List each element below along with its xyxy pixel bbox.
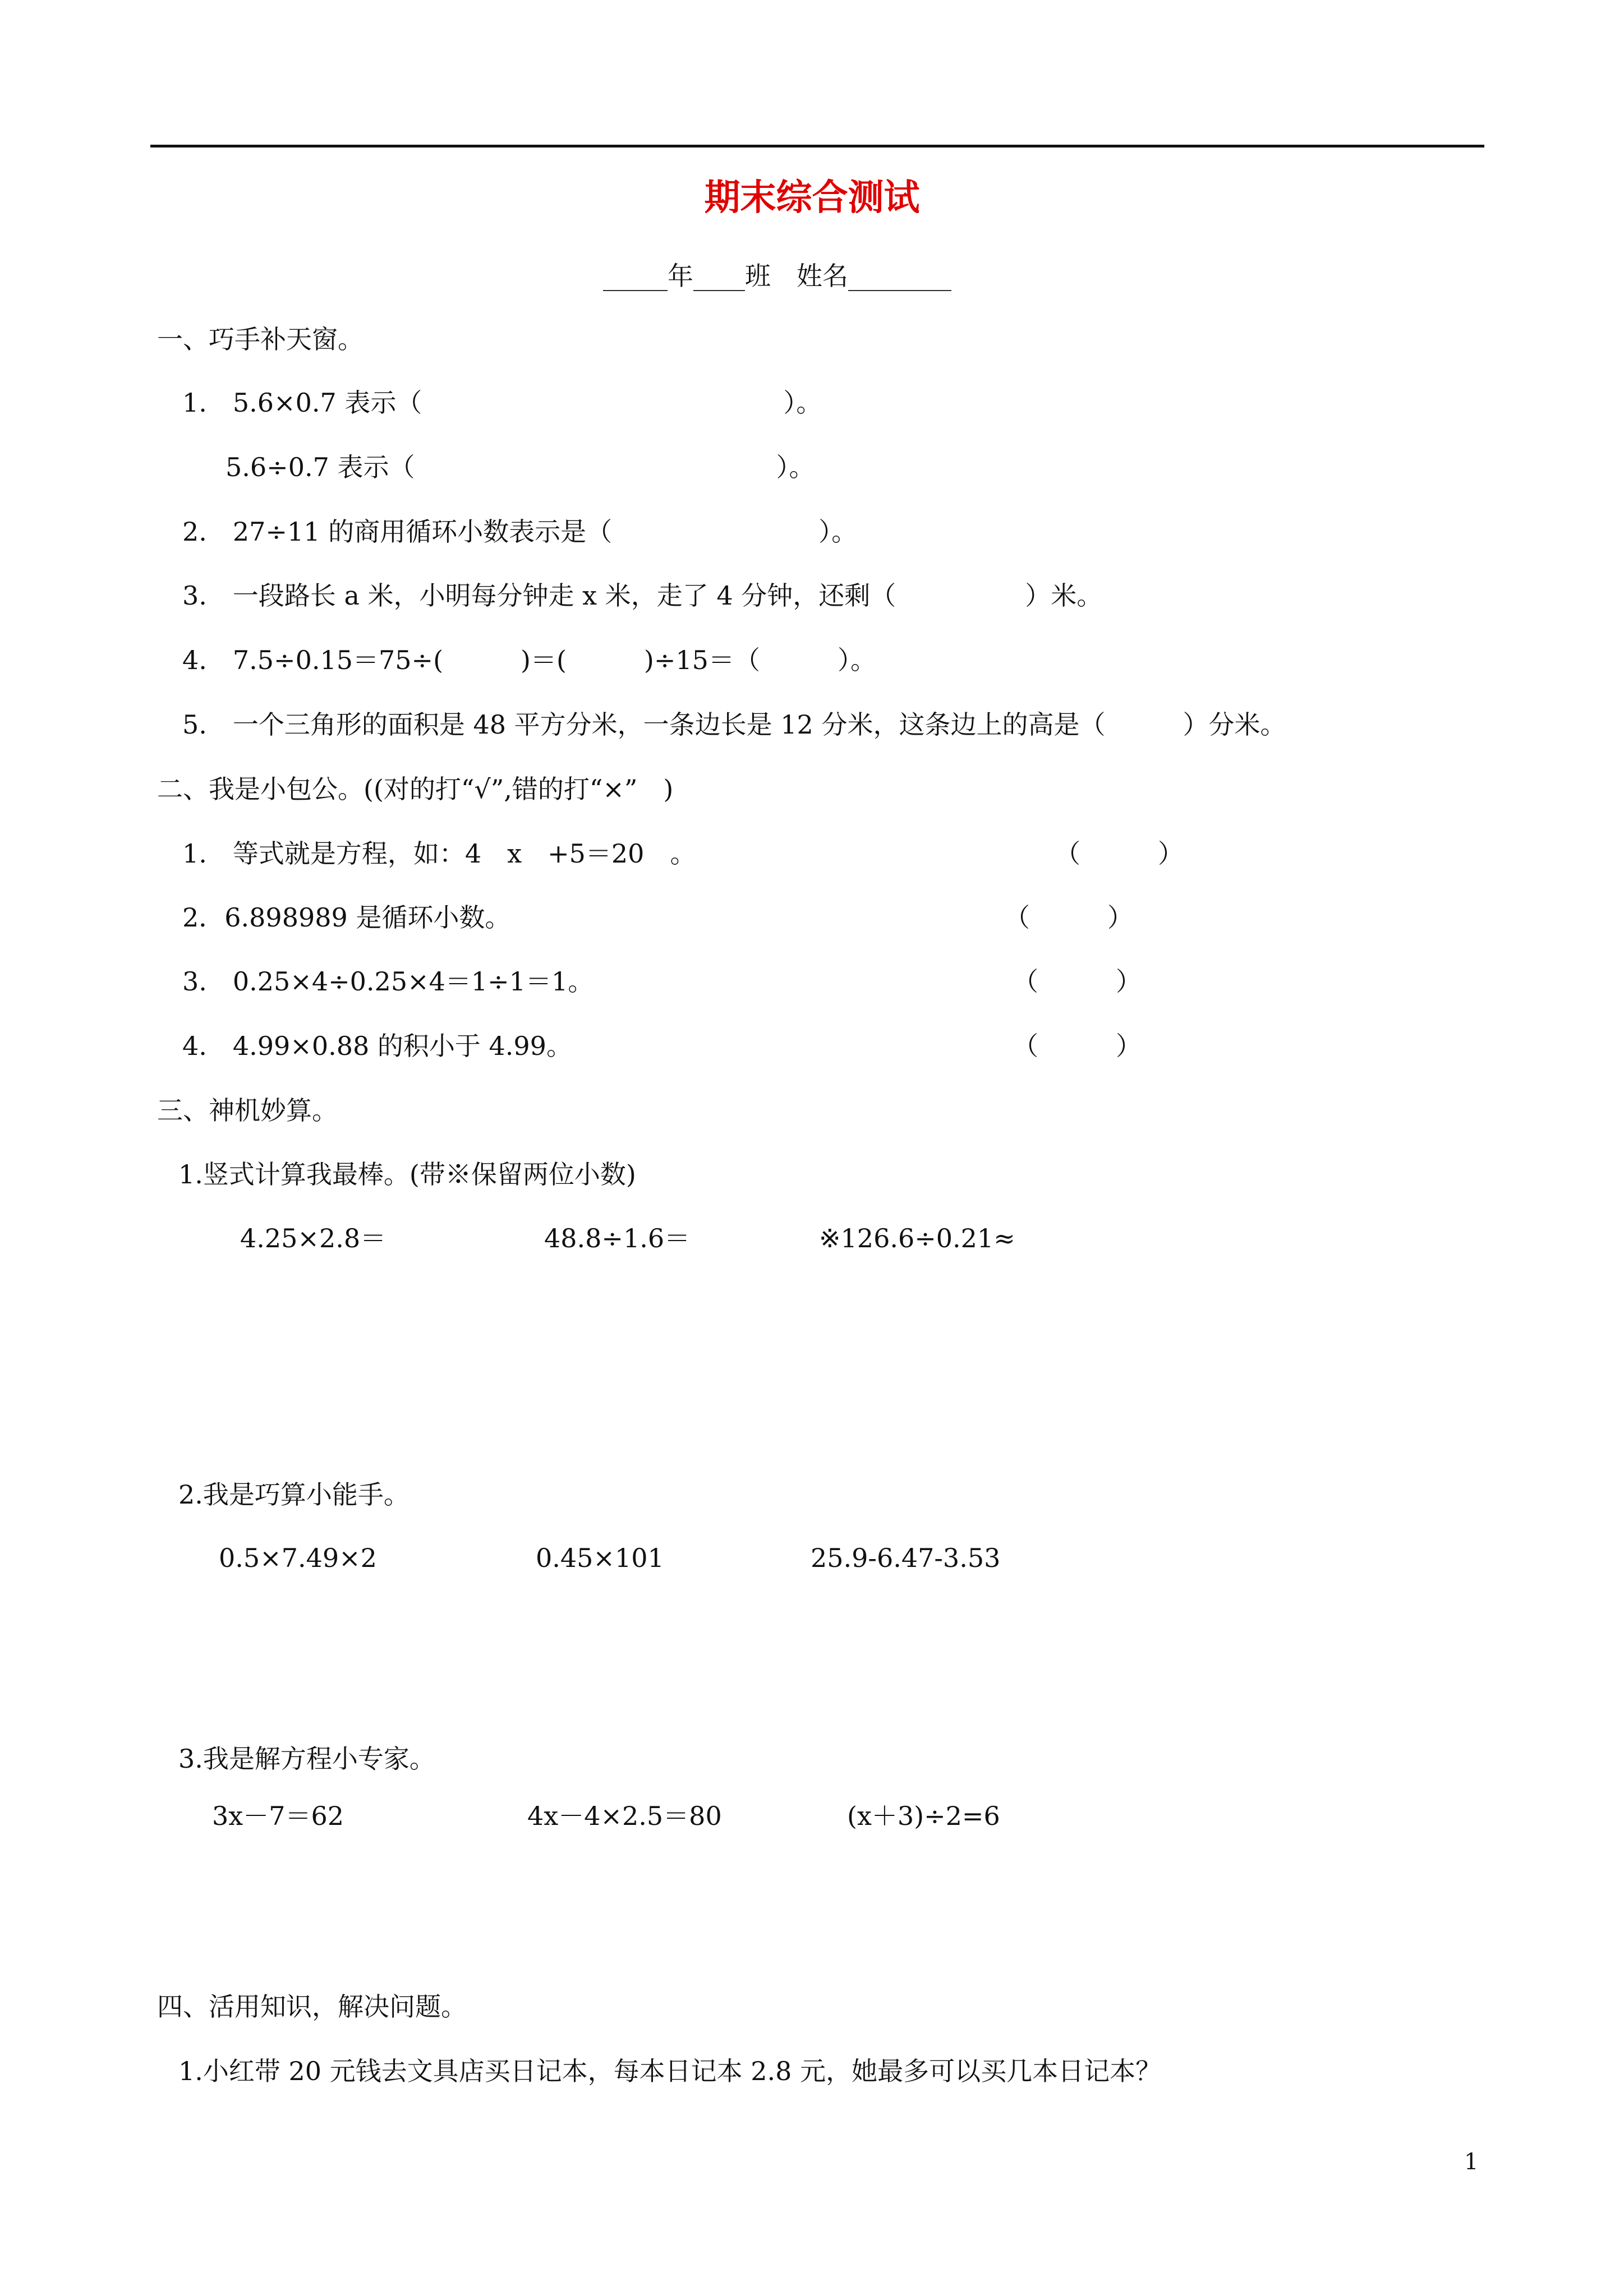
equation-2: 4x－4×2.5＝80 [527, 1801, 722, 1831]
calc-problem-3: ※126.6÷0.21≈ [819, 1223, 1015, 1253]
judge-item-2: 2．6.898989 是循环小数。 [182, 902, 511, 933]
judge-item-1: 1. 等式就是方程，如：4 x +5＝20 。 [182, 838, 696, 869]
section3-heading: 三、神机妙算。 [157, 1095, 338, 1126]
vertical-calc-label: 1.竖式计算我最棒。(带※保留两位小数) [178, 1159, 636, 1190]
word-problem-1: 1.小红带 20 元钱去文具店买日记本，每本日记本 2.8 元，她最多可以买几本日记本？ [178, 2056, 1162, 2086]
page-number: 1 [1464, 2149, 1479, 2175]
clever-problem-2: 0.45×101 [536, 1543, 664, 1573]
equation-3: (x＋3)÷2=6 [847, 1801, 1000, 1831]
question-1-1: 1. 5.6×0.7 表示（ ）。 [182, 388, 822, 418]
page-title: 期末综合测试 [704, 177, 920, 219]
question-1-4: 4. 7.5÷0.15＝75÷( )＝( )÷15＝（ ）。 [182, 645, 876, 675]
judge-mark-2: （ ） [1004, 902, 1133, 933]
calc-problem-2: 48.8÷1.6＝ [544, 1223, 691, 1253]
equation-1: 3x－7＝62 [212, 1801, 344, 1831]
question-1-5: 5. 一个三角形的面积是 48 平方分米，一条边长是 12 分米，这条边上的高是（ ）分米。 [182, 709, 1286, 740]
section4-heading: 四、活用知识，解决问题。 [157, 1991, 467, 2022]
clever-calc-label: 2.我是巧算小能手。 [178, 1479, 410, 1510]
student-info-line: _____年____班 姓名________ [603, 261, 951, 291]
judge-item-3: 3. 0.25×4÷0.25×4＝1÷1＝1。 [182, 966, 594, 997]
judge-mark-4: （ ） [1013, 1031, 1142, 1061]
judge-item-4: 4. 4.99×0.88 的积小于 4.99。 [182, 1031, 572, 1061]
question-1-3: 3. 一段路长 a 米，小明每分钟走 x 米，走了 4 分钟，还剩（ ）米。 [182, 580, 1103, 611]
question-1-2: 2. 27÷11 的商用循环小数表示是（ ）。 [182, 517, 858, 547]
header-rule [150, 145, 1484, 147]
section1-heading: 一、巧手补天窗。 [157, 324, 364, 354]
judge-mark-3: （ ） [1013, 966, 1142, 997]
equation-label: 3.我是解方程小专家。 [178, 1744, 435, 1774]
clever-problem-1: 0.5×7.49×2 [219, 1543, 377, 1573]
section2-heading: 二、我是小包公。((对的打“√”,错的打“×” ) [157, 774, 674, 804]
calc-problem-1: 4.25×2.8＝ [240, 1223, 387, 1253]
judge-mark-1: （ ） [1055, 838, 1184, 869]
question-1-1b: 5.6÷0.7 表示（ ）。 [226, 452, 815, 482]
clever-problem-3: 25.9-6.47-3.53 [811, 1543, 1001, 1573]
